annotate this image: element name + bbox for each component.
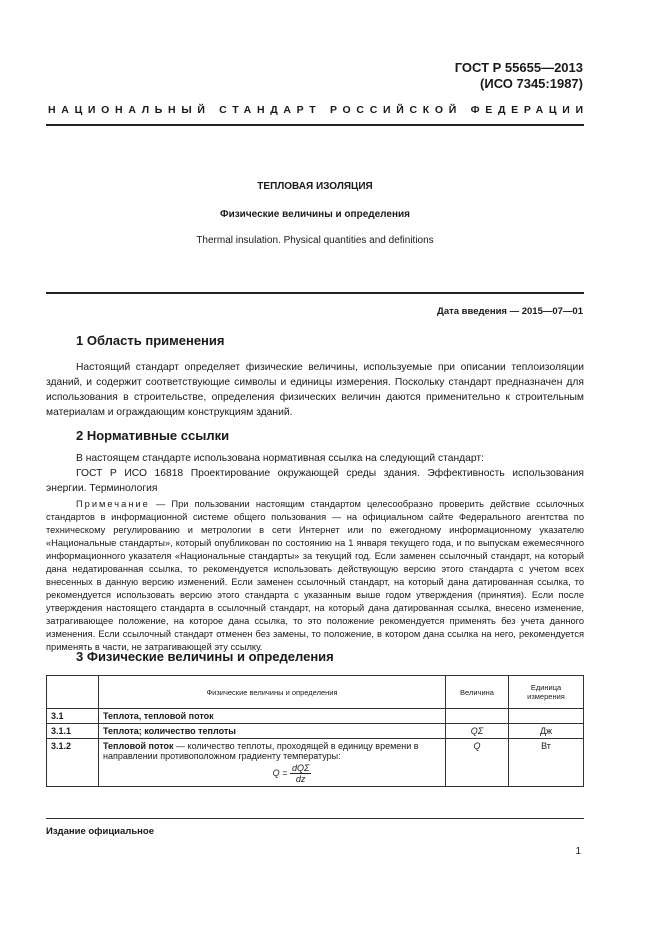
row-unit: Вт: [509, 739, 584, 787]
heat-flow-formula: [143, 763, 441, 784]
note-block: [46, 498, 584, 654]
formula-lhs: Q =: [272, 767, 288, 778]
iso-reference: (ИСО 7345:1987): [480, 76, 583, 91]
document-title: ТЕПЛОВАЯ ИЗОЛЯЦИЯ: [257, 181, 373, 192]
section-2-intro: В настоящем стандарте использована нормативная ссылка на следующий стандарт:: [76, 453, 484, 464]
row-number: 3.1.1: [47, 724, 99, 739]
note-text: — При пользовании настоящим стандартом целесообразно проверить действие ссылочных стандартов в информационной системе общего пользования — на официальном сайте Федерального агентства по техническому регулированию и метрологии в сети Интернет или по ежегодному информационному указателю «Национальные стандарты», который опубликован по состоянию на 1 января текущего года, и по выпускам ежемесячного информационного указателя «Национальные стандарты» за текущий год. Если заменен ссылочный стандарт, на который дана недатированная ссылка, то рекомендуется использовать действующую версию этого стандарта с учетом всех внесенных в данную версию изменений. Если заменен ссылочный стандарт, на который дана датированная ссылка, то рекомендуется использовать версию этого стандарта с указанным выше годом утверждения (принятия). Если после утверждения настоящего стандарта в ссылочный стандарт, на который дана датированная ссылка, внесено изменение, затрагивающее положение, на которое дана ссылка, то это положение рекомендуется применять без учета данного изменения. Если ссылочный стандарт отменен без замены, то положение, в котором дана ссылка на него, рекомендуется применять в части, не затрагивающей эту ссылку.: [46, 499, 584, 652]
section-2-heading: 2 Нормативные ссылки: [76, 428, 230, 443]
section-1-text: Настоящий стандарт определяет физические величины, используемые при описании теплоизоляции зданий, и содержит соответствующие символы и единицы измерения. Поскольку стандарт предназначен для использования в строительстве, определения физических величин даются применительно к строительным материалам и ограждающим конструкциям зданий.: [46, 362, 584, 418]
english-title: Thermal insulation. Physical quantities and definitions: [196, 235, 434, 246]
row-symbol: [446, 709, 509, 724]
header-definitions: Физические величины и определения: [99, 676, 446, 709]
note-label: Примечание: [76, 499, 150, 509]
header-symbol: Величина: [446, 676, 509, 709]
row-definition-cell: [99, 739, 446, 787]
formula-numerator: dQΣ: [291, 763, 310, 773]
row-number: 3.1: [47, 709, 99, 724]
national-standard-banner: НАЦИОНАЛЬНЫЙ СТАНДАРТ РОССИЙСКОЙ ФЕДЕРАЦИИ: [48, 104, 589, 116]
title-divider: [46, 292, 584, 294]
row-symbol: Q: [446, 739, 509, 787]
footer-divider: [46, 818, 584, 819]
edition-label: Издание официальное: [46, 826, 154, 837]
table-header-row: [47, 676, 584, 709]
section-2-reference: ГОСТ Р ИСО 16818 Проектирование окружающей среды здания. Эффективность использования энергии. Терминология: [46, 468, 584, 494]
table-row: [47, 724, 584, 739]
row-definition: — количество теплоты, проходящей в единицу времени в направлении противоположном градиенту температуры:: [103, 741, 419, 761]
section-1-heading: 1 Область применения: [76, 333, 225, 348]
doc-number: ГОСТ Р 55655—2013: [454, 60, 583, 75]
section-3-heading: 3 Физические величины и определения: [76, 649, 334, 664]
top-divider: [46, 124, 584, 126]
formula-denominator: dz: [295, 774, 306, 784]
row-symbol: QΣ: [446, 724, 509, 739]
header-unit: Единица измерения: [509, 676, 584, 709]
row-unit: [509, 709, 584, 724]
row-term: Тепловой поток: [103, 741, 174, 751]
table-row: [47, 709, 584, 724]
row-unit: Дж: [509, 724, 584, 739]
row-term: Теплота; количество теплоты: [99, 724, 446, 739]
formula-fraction: [290, 763, 311, 784]
row-number: 3.1.2: [47, 739, 99, 787]
definitions-table: [46, 675, 584, 787]
introduction-date: Дата введения — 2015—07—01: [437, 306, 583, 317]
document-id: [455, 60, 583, 92]
header-number-cell: [47, 676, 99, 709]
page-number: 1: [575, 846, 581, 857]
document-subtitle: Физические величины и определения: [220, 209, 410, 220]
table-row: [47, 739, 584, 787]
row-term: Теплота, тепловой поток: [99, 709, 446, 724]
